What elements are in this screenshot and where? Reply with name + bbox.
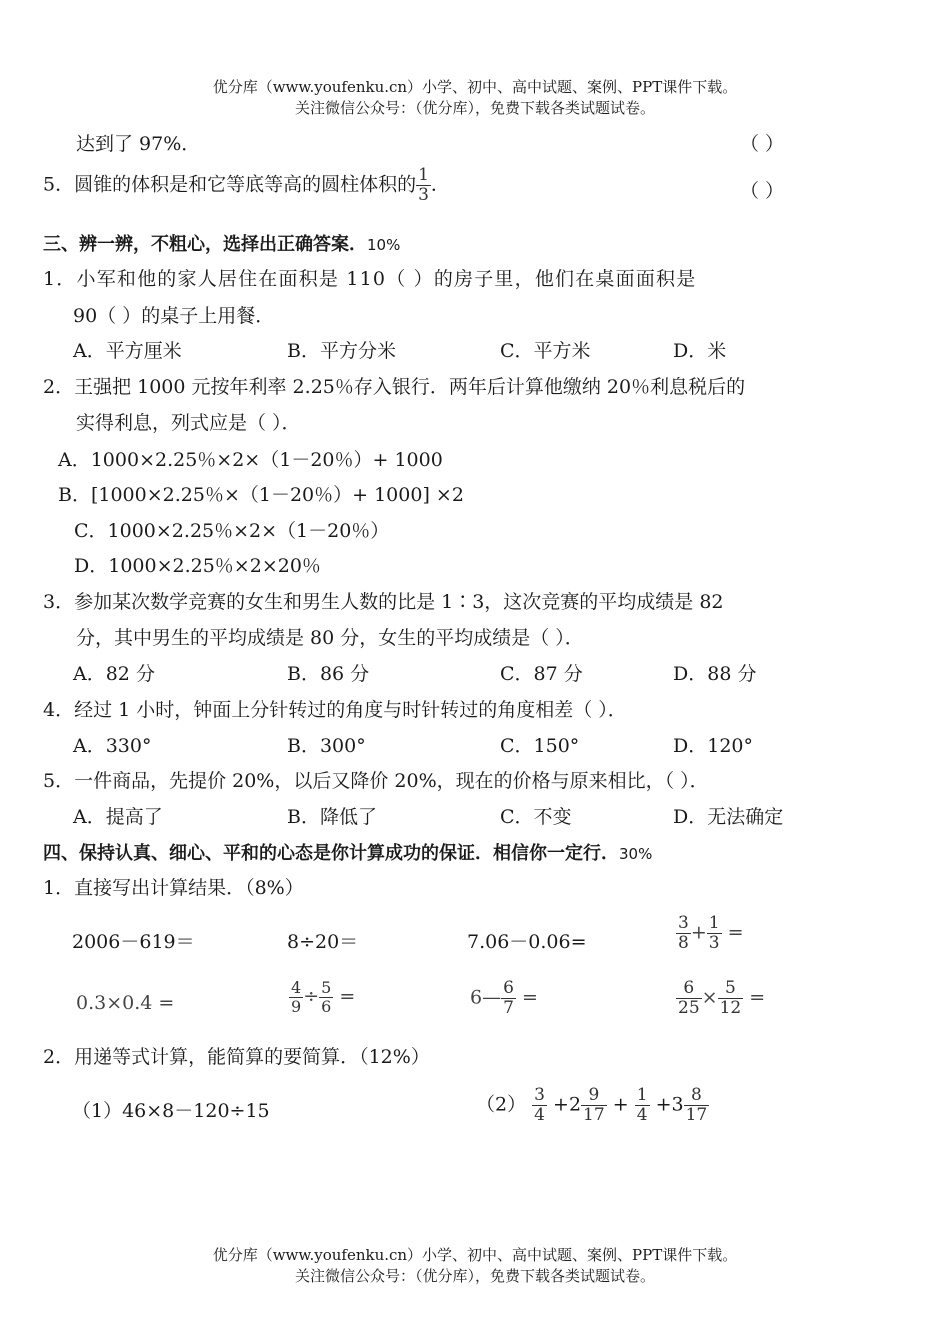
frac-den: 25	[678, 998, 700, 1018]
frac-den: 17	[685, 1105, 708, 1125]
frac-den: 6	[321, 997, 332, 1016]
judge-q5-text: 5．圆锥的体积是和它等底等高的圆柱体积的	[43, 173, 417, 196]
frac-b	[707, 914, 722, 953]
s3-q1-line2: 90（ ）的桌子上用餐．	[73, 305, 275, 327]
header-line-2: 关注微信公众号：（优分库），免费下载各类试题试卷。	[294, 99, 655, 117]
s3-q1-opt-b: B．平方分米	[287, 340, 396, 362]
s3-q3-opt-b: B．86 分	[287, 663, 370, 685]
s3-q2-opt-a: A．1000×2.25％×2×（1－20％）+ 1000	[58, 449, 443, 471]
eq: =	[749, 986, 766, 1009]
s4-q2-1: （1）46×8－120÷15	[72, 1100, 270, 1122]
footer-line-2: 关注微信公众号：（优分库），免费下载各类试题试卷。	[294, 1267, 655, 1285]
frac-num: 1	[418, 165, 429, 185]
q2-2-label: （2）	[476, 1093, 527, 1116]
frac-num: 5	[718, 979, 744, 999]
calc-r2-c	[470, 979, 538, 1018]
s3-q2-opt-b: B．[1000×2.25％×（1－20％）+ 1000] ×2	[58, 484, 464, 506]
frac-den: 17	[583, 1105, 605, 1125]
s3-q4-opt-b: B．300°	[287, 735, 366, 757]
s3-q4-opt-d: D．120°	[673, 735, 753, 757]
frac-den: 7	[503, 998, 514, 1018]
fraction-one-third	[416, 166, 431, 205]
s3-q2-opt-d: D．1000×2.25％×2×20％	[74, 555, 321, 577]
frac-num: 3	[534, 1085, 545, 1105]
s3-q3-opt-c: C．87 分	[500, 663, 583, 685]
frac-num: 9	[581, 1086, 607, 1106]
s3-q2-opt-c: C．1000×2.25％×2×（1－20％）	[74, 520, 390, 542]
s3-q3-line1: 3．参加某次数学竞赛的女生和男生人数的比是 1∶3，这次竞赛的平均成绩是 82	[43, 591, 724, 613]
op: +	[553, 1093, 569, 1116]
s3-q3-opt-d: D．88 分	[673, 663, 757, 685]
calc-r2-b	[289, 979, 355, 1016]
section3-pct: 10%	[367, 236, 401, 254]
op: ÷	[303, 985, 320, 1008]
s4-q1-title: 1．直接写出计算结果．（8%）	[43, 877, 304, 899]
section4-pct: 30%	[619, 845, 653, 863]
s3-q1-opt-d: D．米	[673, 340, 727, 362]
s3-q2-line1: 2．王强把 1000 元按年利率 2.25％存入银行．两年后计算他缴纳 20％利息税后的	[43, 376, 746, 398]
s3-q3-opt-a: A．82 分	[73, 663, 155, 685]
frac-a	[676, 979, 702, 1018]
frac-den: 3	[418, 185, 429, 205]
s4-q2-title: 2．用递等式计算，能简算的要简算．（12%）	[43, 1046, 430, 1068]
frac	[501, 979, 516, 1018]
frac-num: 4	[291, 978, 302, 997]
s3-q4-line1: 4．经过 1 小时，钟面上分针转过的角度与时针转过的角度相差（ ）．	[43, 699, 627, 721]
frac-den: 8	[678, 933, 689, 953]
frac-b	[718, 979, 744, 1018]
calc-r1-c: 7.06－0.06=	[467, 931, 587, 953]
s3-q5-opt-a: A．提高了	[73, 806, 163, 828]
frac-den: 4	[534, 1105, 545, 1125]
section3-title	[43, 230, 400, 256]
frac-a	[676, 914, 691, 953]
calc-r1-b: 8÷20＝	[287, 931, 359, 953]
calc-r1-d	[676, 914, 744, 953]
frac-num: 5	[321, 978, 332, 997]
op: ×	[701, 986, 718, 1009]
s3-q1-line1: 1．小军和他的家人居住在面积是 110（ ）的房子里，他们在桌面面积是	[43, 268, 697, 290]
judge-q5-paren: （ ）	[740, 180, 785, 202]
whole: 3	[671, 1093, 684, 1116]
frac-a	[289, 979, 303, 1016]
s3-q2-line2: 实得利息，列式应是（ ）．	[76, 412, 301, 434]
s3-q1-opt-a: A．平方厘米	[73, 340, 182, 362]
frac-2	[581, 1086, 607, 1125]
frac-num: 1	[636, 1085, 648, 1105]
section3-title-text: 三、辨一辨，不粗心，选择出正确答案．	[43, 234, 367, 255]
frac-num: 6	[503, 978, 514, 998]
op: +	[690, 921, 707, 944]
eq: =	[727, 921, 744, 944]
op: +	[655, 1093, 672, 1116]
frac-num: 8	[684, 1086, 710, 1106]
s3-q4-opt-c: C．150°	[500, 735, 580, 757]
header-line-1: 优分库（www.youfenku.cn）小学、初中、高中试题、案例、PPT课件下载。	[212, 78, 738, 96]
calc-r2-a: 0.3×0.4 =	[76, 992, 175, 1014]
frac-den: 4	[636, 1105, 648, 1125]
s3-q1-opt-c: C．平方米	[500, 340, 591, 362]
s3-q5-opt-b: B．降低了	[287, 806, 377, 828]
frac-num: 3	[678, 913, 689, 933]
eq: =	[521, 986, 538, 1009]
judge-q5-end: ．	[430, 173, 450, 196]
s3-q5-opt-d: D．无法确定	[673, 806, 784, 828]
whole: 2	[568, 1093, 582, 1116]
frac-den: 12	[719, 998, 742, 1018]
footer-line-1: 优分库（www.youfenku.cn）小学、初中、高中试题、案例、PPT课件下载。	[212, 1246, 738, 1264]
s3-q5-line1: 5．一件商品，先提价 20%，以后又降价 20%，现在的价格与原来相比，（ ）．	[43, 770, 709, 792]
section4-title-text: 四、保持认真、细心、平和的心态是你计算成功的保证．相信你一定行．	[43, 843, 619, 864]
s3-q4-opt-a: A．330°	[73, 735, 152, 757]
calc-r2-d	[676, 979, 765, 1018]
judge-q5	[43, 166, 450, 205]
frac-3	[635, 1086, 650, 1125]
frac-den: 9	[291, 997, 302, 1016]
frac-4	[684, 1086, 710, 1125]
s3-q3-line2: 分，其中男生的平均成绩是 80 分，女生的平均成绩是（ ）．	[76, 627, 584, 649]
s3-q5-opt-c: C．不变	[500, 806, 572, 828]
op: +	[612, 1093, 629, 1116]
frac-1	[532, 1086, 547, 1125]
judge-cont-paren: （ ）	[740, 133, 785, 155]
whole: 6—	[470, 986, 502, 1009]
frac-num: 1	[708, 913, 720, 933]
eq: =	[339, 985, 356, 1008]
section4-title	[43, 839, 652, 865]
frac-num: 6	[676, 979, 702, 999]
calc-r1-a: 2006－619＝	[72, 931, 195, 953]
frac-b	[319, 979, 333, 1016]
s4-q2-2	[476, 1086, 709, 1125]
frac-den: 3	[708, 933, 720, 953]
judge-cont-text: 达到了 97%．	[76, 133, 201, 155]
